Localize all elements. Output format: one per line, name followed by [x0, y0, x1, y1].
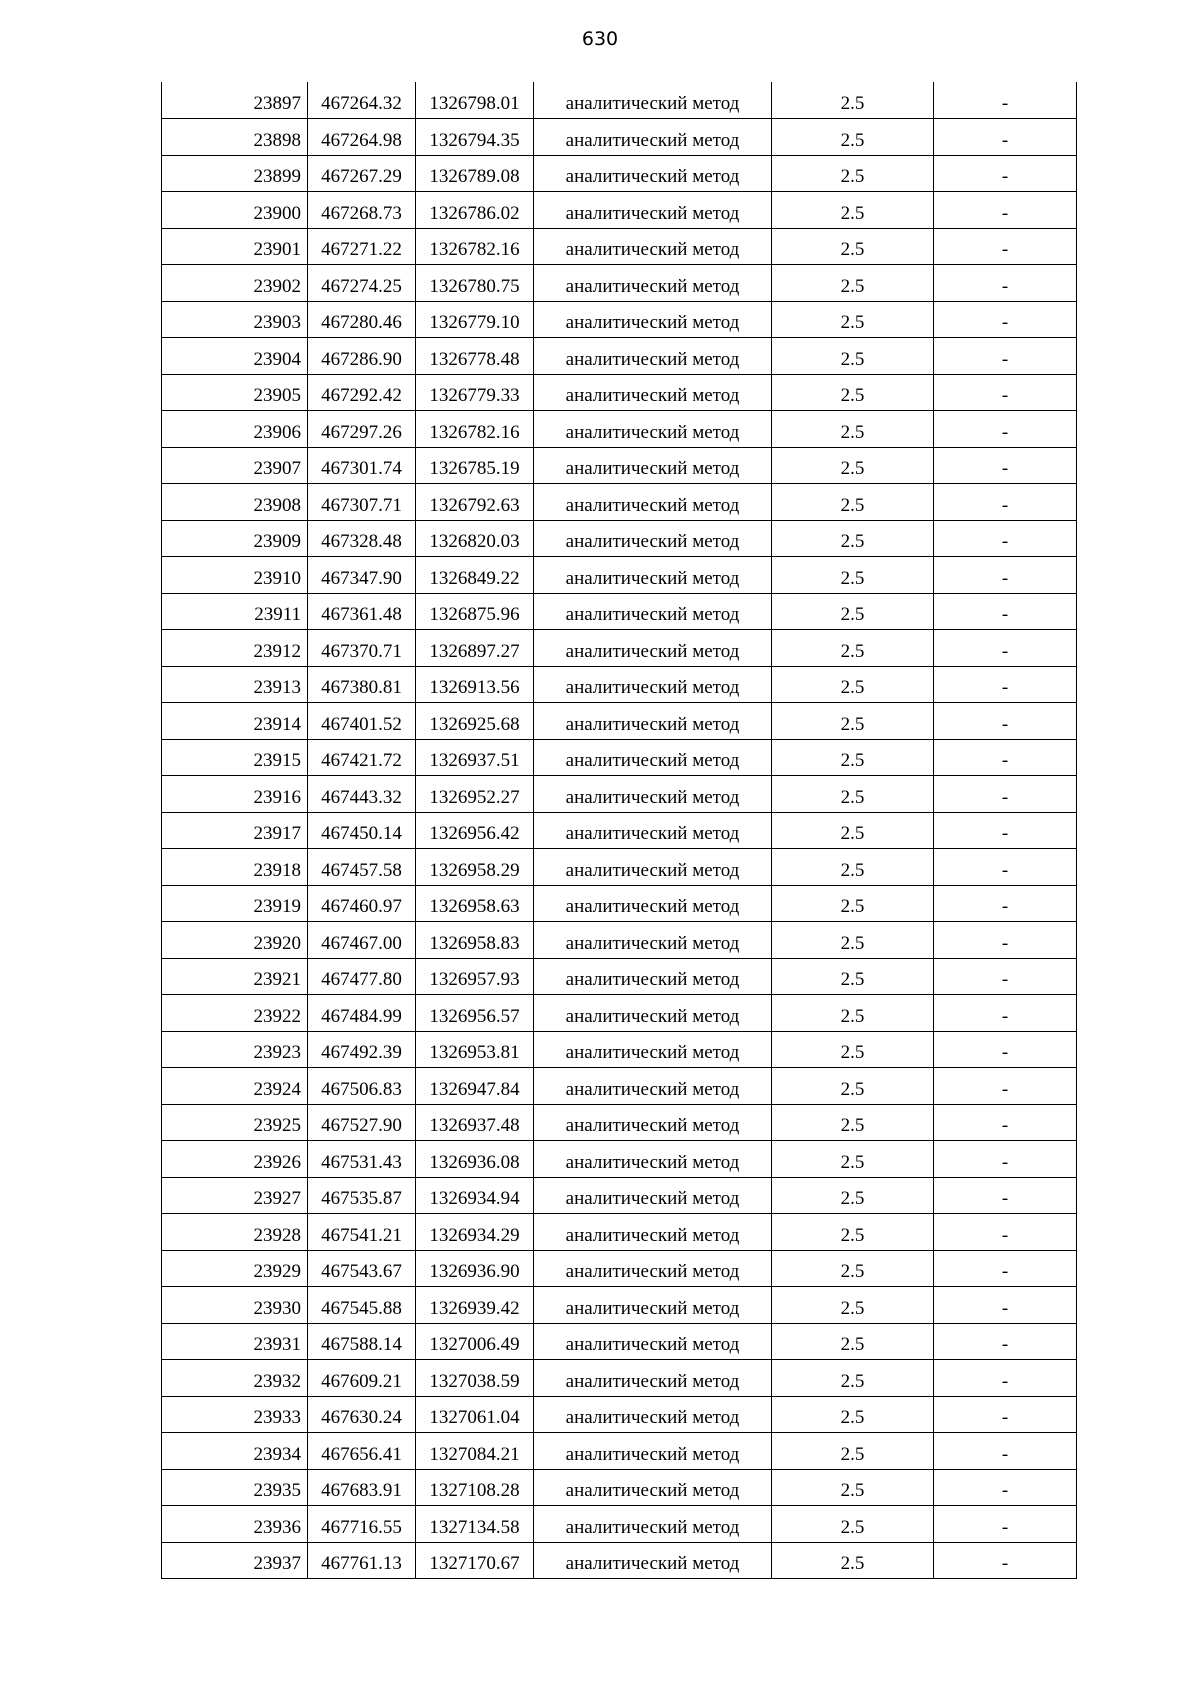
y-coordinate-cell: 1326782.16	[416, 228, 534, 265]
method-cell: аналитический метод	[534, 82, 772, 119]
note-cell: -	[934, 192, 1077, 229]
method-cell: аналитический метод	[534, 1104, 772, 1141]
method-cell: аналитический метод	[534, 1141, 772, 1178]
accuracy-cell: 2.5	[772, 447, 934, 484]
table-row	[162, 192, 1077, 229]
table-row	[162, 1396, 1077, 1433]
accuracy-cell: 2.5	[772, 374, 934, 411]
method-cell: аналитический метод	[534, 995, 772, 1032]
accuracy-cell: 2.5	[772, 192, 934, 229]
note-cell: -	[934, 301, 1077, 338]
x-coordinate-cell: 467492.39	[308, 1031, 416, 1068]
table-row	[162, 119, 1077, 156]
method-cell: аналитический метод	[534, 1177, 772, 1214]
point-number-cell: 23925	[162, 1104, 308, 1141]
method-cell: аналитический метод	[534, 1396, 772, 1433]
table-row	[162, 1433, 1077, 1470]
point-number-cell: 23898	[162, 119, 308, 156]
accuracy-cell: 2.5	[772, 1141, 934, 1178]
point-number-cell: 23917	[162, 812, 308, 849]
y-coordinate-cell: 1326958.63	[416, 885, 534, 922]
accuracy-cell: 2.5	[772, 411, 934, 448]
accuracy-cell: 2.5	[772, 557, 934, 594]
method-cell: аналитический метод	[534, 265, 772, 302]
method-cell: аналитический метод	[534, 557, 772, 594]
table-row	[162, 484, 1077, 521]
x-coordinate-cell: 467328.48	[308, 520, 416, 557]
note-cell: -	[934, 1141, 1077, 1178]
note-cell: -	[934, 1068, 1077, 1105]
note-cell: -	[934, 1396, 1077, 1433]
y-coordinate-cell: 1326947.84	[416, 1068, 534, 1105]
note-cell: -	[934, 155, 1077, 192]
x-coordinate-cell: 467264.98	[308, 119, 416, 156]
method-cell: аналитический метод	[534, 1433, 772, 1470]
x-coordinate-cell: 467467.00	[308, 922, 416, 959]
point-number-cell: 23927	[162, 1177, 308, 1214]
point-number-cell: 23900	[162, 192, 308, 229]
x-coordinate-cell: 467301.74	[308, 447, 416, 484]
point-number-cell: 23931	[162, 1323, 308, 1360]
note-cell: -	[934, 520, 1077, 557]
table-row	[162, 995, 1077, 1032]
table-row	[162, 1214, 1077, 1251]
y-coordinate-cell: 1326820.03	[416, 520, 534, 557]
method-cell: аналитический метод	[534, 119, 772, 156]
note-cell: -	[934, 630, 1077, 667]
x-coordinate-cell: 467297.26	[308, 411, 416, 448]
table-row	[162, 885, 1077, 922]
table-row	[162, 557, 1077, 594]
point-number-cell: 23915	[162, 739, 308, 776]
x-coordinate-cell: 467292.42	[308, 374, 416, 411]
accuracy-cell: 2.5	[772, 812, 934, 849]
point-number-cell: 23932	[162, 1360, 308, 1397]
point-number-cell: 23910	[162, 557, 308, 594]
x-coordinate-cell: 467443.32	[308, 776, 416, 813]
table-row	[162, 739, 1077, 776]
point-number-cell: 23928	[162, 1214, 308, 1251]
point-number-cell: 23930	[162, 1287, 308, 1324]
point-number-cell: 23912	[162, 630, 308, 667]
note-cell: -	[934, 739, 1077, 776]
accuracy-cell: 2.5	[772, 520, 934, 557]
x-coordinate-cell: 467545.88	[308, 1287, 416, 1324]
note-cell: -	[934, 703, 1077, 740]
x-coordinate-cell: 467630.24	[308, 1396, 416, 1433]
table-row	[162, 411, 1077, 448]
y-coordinate-cell: 1326925.68	[416, 703, 534, 740]
note-cell: -	[934, 1177, 1077, 1214]
x-coordinate-cell: 467535.87	[308, 1177, 416, 1214]
method-cell: аналитический метод	[534, 593, 772, 630]
point-number-cell: 23921	[162, 958, 308, 995]
x-coordinate-cell: 467307.71	[308, 484, 416, 521]
note-cell: -	[934, 1433, 1077, 1470]
method-cell: аналитический метод	[534, 228, 772, 265]
method-cell: аналитический метод	[534, 484, 772, 521]
note-cell: -	[934, 1542, 1077, 1579]
point-number-cell: 23913	[162, 666, 308, 703]
table-row	[162, 630, 1077, 667]
y-coordinate-cell: 1326779.10	[416, 301, 534, 338]
x-coordinate-cell: 467541.21	[308, 1214, 416, 1251]
table-row	[162, 1287, 1077, 1324]
y-coordinate-cell: 1327061.04	[416, 1396, 534, 1433]
x-coordinate-cell: 467267.29	[308, 155, 416, 192]
x-coordinate-cell: 467401.52	[308, 703, 416, 740]
table-row	[162, 1141, 1077, 1178]
note-cell: -	[934, 1360, 1077, 1397]
accuracy-cell: 2.5	[772, 338, 934, 375]
note-cell: -	[934, 447, 1077, 484]
y-coordinate-cell: 1326952.27	[416, 776, 534, 813]
note-cell: -	[934, 82, 1077, 119]
accuracy-cell: 2.5	[772, 1068, 934, 1105]
y-coordinate-cell: 1326794.35	[416, 119, 534, 156]
note-cell: -	[934, 557, 1077, 594]
note-cell: -	[934, 119, 1077, 156]
note-cell: -	[934, 338, 1077, 375]
point-number-cell: 23916	[162, 776, 308, 813]
method-cell: аналитический метод	[534, 739, 772, 776]
accuracy-cell: 2.5	[772, 228, 934, 265]
x-coordinate-cell: 467268.73	[308, 192, 416, 229]
method-cell: аналитический метод	[534, 1214, 772, 1251]
x-coordinate-cell: 467274.25	[308, 265, 416, 302]
y-coordinate-cell: 1326782.16	[416, 411, 534, 448]
y-coordinate-cell: 1326786.02	[416, 192, 534, 229]
point-number-cell: 23909	[162, 520, 308, 557]
y-coordinate-cell: 1327038.59	[416, 1360, 534, 1397]
point-number-cell: 23926	[162, 1141, 308, 1178]
point-number-cell: 23907	[162, 447, 308, 484]
point-number-cell: 23904	[162, 338, 308, 375]
point-number-cell: 23908	[162, 484, 308, 521]
point-number-cell: 23922	[162, 995, 308, 1032]
y-coordinate-cell: 1326934.29	[416, 1214, 534, 1251]
method-cell: аналитический метод	[534, 1469, 772, 1506]
point-number-cell: 23934	[162, 1433, 308, 1470]
note-cell: -	[934, 849, 1077, 886]
x-coordinate-cell: 467361.48	[308, 593, 416, 630]
accuracy-cell: 2.5	[772, 666, 934, 703]
accuracy-cell: 2.5	[772, 265, 934, 302]
y-coordinate-cell: 1326939.42	[416, 1287, 534, 1324]
method-cell: аналитический метод	[534, 301, 772, 338]
accuracy-cell: 2.5	[772, 593, 934, 630]
note-cell: -	[934, 812, 1077, 849]
y-coordinate-cell: 1327006.49	[416, 1323, 534, 1360]
accuracy-cell: 2.5	[772, 922, 934, 959]
table-row	[162, 228, 1077, 265]
accuracy-cell: 2.5	[772, 849, 934, 886]
method-cell: аналитический метод	[534, 338, 772, 375]
x-coordinate-cell: 467716.55	[308, 1506, 416, 1543]
table-row	[162, 1250, 1077, 1287]
x-coordinate-cell: 467683.91	[308, 1469, 416, 1506]
note-cell: -	[934, 411, 1077, 448]
x-coordinate-cell: 467477.80	[308, 958, 416, 995]
y-coordinate-cell: 1326934.94	[416, 1177, 534, 1214]
point-number-cell: 23933	[162, 1396, 308, 1433]
accuracy-cell: 2.5	[772, 776, 934, 813]
accuracy-cell: 2.5	[772, 1506, 934, 1543]
accuracy-cell: 2.5	[772, 1542, 934, 1579]
note-cell: -	[934, 958, 1077, 995]
x-coordinate-cell: 467370.71	[308, 630, 416, 667]
method-cell: аналитический метод	[534, 1287, 772, 1324]
y-coordinate-cell: 1326958.29	[416, 849, 534, 886]
table-row	[162, 1177, 1077, 1214]
method-cell: аналитический метод	[534, 1323, 772, 1360]
x-coordinate-cell: 467527.90	[308, 1104, 416, 1141]
x-coordinate-cell: 467506.83	[308, 1068, 416, 1105]
y-coordinate-cell: 1326936.08	[416, 1141, 534, 1178]
note-cell: -	[934, 1214, 1077, 1251]
method-cell: аналитический метод	[534, 630, 772, 667]
note-cell: -	[934, 776, 1077, 813]
point-number-cell: 23920	[162, 922, 308, 959]
table-row	[162, 666, 1077, 703]
x-coordinate-cell: 467421.72	[308, 739, 416, 776]
x-coordinate-cell: 467280.46	[308, 301, 416, 338]
point-number-cell: 23901	[162, 228, 308, 265]
table-row	[162, 155, 1077, 192]
note-cell: -	[934, 666, 1077, 703]
accuracy-cell: 2.5	[772, 703, 934, 740]
method-cell: аналитический метод	[534, 812, 772, 849]
note-cell: -	[934, 1506, 1077, 1543]
method-cell: аналитический метод	[534, 447, 772, 484]
method-cell: аналитический метод	[534, 666, 772, 703]
y-coordinate-cell: 1326956.42	[416, 812, 534, 849]
method-cell: аналитический метод	[534, 411, 772, 448]
x-coordinate-cell: 467380.81	[308, 666, 416, 703]
y-coordinate-cell: 1326849.22	[416, 557, 534, 594]
accuracy-cell: 2.5	[772, 1469, 934, 1506]
x-coordinate-cell: 467761.13	[308, 1542, 416, 1579]
method-cell: аналитический метод	[534, 1068, 772, 1105]
point-number-cell: 23903	[162, 301, 308, 338]
table-row	[162, 1542, 1077, 1579]
y-coordinate-cell: 1326936.90	[416, 1250, 534, 1287]
accuracy-cell: 2.5	[772, 484, 934, 521]
point-number-cell: 23936	[162, 1506, 308, 1543]
method-cell: аналитический метод	[534, 849, 772, 886]
table-row	[162, 1031, 1077, 1068]
accuracy-cell: 2.5	[772, 1177, 934, 1214]
point-number-cell: 23919	[162, 885, 308, 922]
table-row	[162, 338, 1077, 375]
table-row	[162, 958, 1077, 995]
method-cell: аналитический метод	[534, 1031, 772, 1068]
accuracy-cell: 2.5	[772, 155, 934, 192]
point-number-cell: 23905	[162, 374, 308, 411]
accuracy-cell: 2.5	[772, 1287, 934, 1324]
table-row	[162, 849, 1077, 886]
table-row	[162, 776, 1077, 813]
y-coordinate-cell: 1326958.83	[416, 922, 534, 959]
note-cell: -	[934, 1031, 1077, 1068]
accuracy-cell: 2.5	[772, 119, 934, 156]
accuracy-cell: 2.5	[772, 1104, 934, 1141]
accuracy-cell: 2.5	[772, 1031, 934, 1068]
x-coordinate-cell: 467264.32	[308, 82, 416, 119]
table-row	[162, 447, 1077, 484]
accuracy-cell: 2.5	[772, 885, 934, 922]
accuracy-cell: 2.5	[772, 1360, 934, 1397]
method-cell: аналитический метод	[534, 520, 772, 557]
point-number-cell: 23914	[162, 703, 308, 740]
table-row	[162, 1469, 1077, 1506]
accuracy-cell: 2.5	[772, 958, 934, 995]
y-coordinate-cell: 1327170.67	[416, 1542, 534, 1579]
x-coordinate-cell: 467609.21	[308, 1360, 416, 1397]
point-number-cell: 23906	[162, 411, 308, 448]
y-coordinate-cell: 1326956.57	[416, 995, 534, 1032]
x-coordinate-cell: 467484.99	[308, 995, 416, 1032]
point-number-cell: 23897	[162, 82, 308, 119]
table-body	[162, 82, 1077, 1579]
note-cell: -	[934, 593, 1077, 630]
y-coordinate-cell: 1326937.51	[416, 739, 534, 776]
y-coordinate-cell: 1327084.21	[416, 1433, 534, 1470]
x-coordinate-cell: 467271.22	[308, 228, 416, 265]
y-coordinate-cell: 1326897.27	[416, 630, 534, 667]
table-row	[162, 301, 1077, 338]
y-coordinate-cell: 1326937.48	[416, 1104, 534, 1141]
y-coordinate-cell: 1327134.58	[416, 1506, 534, 1543]
method-cell: аналитический метод	[534, 922, 772, 959]
method-cell: аналитический метод	[534, 1360, 772, 1397]
y-coordinate-cell: 1326779.33	[416, 374, 534, 411]
table-row	[162, 703, 1077, 740]
x-coordinate-cell: 467543.67	[308, 1250, 416, 1287]
accuracy-cell: 2.5	[772, 995, 934, 1032]
y-coordinate-cell: 1326798.01	[416, 82, 534, 119]
accuracy-cell: 2.5	[772, 1433, 934, 1470]
point-number-cell: 23899	[162, 155, 308, 192]
method-cell: аналитический метод	[534, 776, 772, 813]
accuracy-cell: 2.5	[772, 1214, 934, 1251]
table-row	[162, 1068, 1077, 1105]
method-cell: аналитический метод	[534, 885, 772, 922]
method-cell: аналитический метод	[534, 1506, 772, 1543]
y-coordinate-cell: 1327108.28	[416, 1469, 534, 1506]
point-number-cell: 23923	[162, 1031, 308, 1068]
y-coordinate-cell: 1326875.96	[416, 593, 534, 630]
accuracy-cell: 2.5	[772, 1250, 934, 1287]
x-coordinate-cell: 467460.97	[308, 885, 416, 922]
point-number-cell: 23924	[162, 1068, 308, 1105]
note-cell: -	[934, 995, 1077, 1032]
x-coordinate-cell: 467347.90	[308, 557, 416, 594]
x-coordinate-cell: 467588.14	[308, 1323, 416, 1360]
method-cell: аналитический метод	[534, 374, 772, 411]
accuracy-cell: 2.5	[772, 739, 934, 776]
point-number-cell: 23935	[162, 1469, 308, 1506]
point-number-cell: 23918	[162, 849, 308, 886]
point-number-cell: 23902	[162, 265, 308, 302]
point-number-cell: 23929	[162, 1250, 308, 1287]
page-number: 630	[581, 28, 619, 50]
table-row	[162, 593, 1077, 630]
accuracy-cell: 2.5	[772, 82, 934, 119]
y-coordinate-cell: 1326780.75	[416, 265, 534, 302]
y-coordinate-cell: 1326785.19	[416, 447, 534, 484]
coordinates-table	[161, 82, 1077, 1579]
method-cell: аналитический метод	[534, 1250, 772, 1287]
method-cell: аналитический метод	[534, 703, 772, 740]
accuracy-cell: 2.5	[772, 1396, 934, 1433]
accuracy-cell: 2.5	[772, 301, 934, 338]
note-cell: -	[934, 1250, 1077, 1287]
method-cell: аналитический метод	[534, 958, 772, 995]
table-row	[162, 374, 1077, 411]
table-row	[162, 82, 1077, 119]
y-coordinate-cell: 1326953.81	[416, 1031, 534, 1068]
note-cell: -	[934, 374, 1077, 411]
note-cell: -	[934, 228, 1077, 265]
note-cell: -	[934, 885, 1077, 922]
method-cell: аналитический метод	[534, 192, 772, 229]
table-row	[162, 922, 1077, 959]
y-coordinate-cell: 1326778.48	[416, 338, 534, 375]
accuracy-cell: 2.5	[772, 630, 934, 667]
accuracy-cell: 2.5	[772, 1323, 934, 1360]
x-coordinate-cell: 467656.41	[308, 1433, 416, 1470]
table-row	[162, 812, 1077, 849]
method-cell: аналитический метод	[534, 155, 772, 192]
x-coordinate-cell: 467531.43	[308, 1141, 416, 1178]
x-coordinate-cell: 467286.90	[308, 338, 416, 375]
table-row	[162, 1506, 1077, 1543]
point-number-cell: 23937	[162, 1542, 308, 1579]
table-row	[162, 265, 1077, 302]
note-cell: -	[934, 1104, 1077, 1141]
x-coordinate-cell: 467457.58	[308, 849, 416, 886]
point-number-cell: 23911	[162, 593, 308, 630]
y-coordinate-cell: 1326913.56	[416, 666, 534, 703]
table-row	[162, 1323, 1077, 1360]
y-coordinate-cell: 1326792.63	[416, 484, 534, 521]
note-cell: -	[934, 265, 1077, 302]
y-coordinate-cell: 1326789.08	[416, 155, 534, 192]
note-cell: -	[934, 1287, 1077, 1324]
table-row	[162, 1104, 1077, 1141]
note-cell: -	[934, 1469, 1077, 1506]
note-cell: -	[934, 1323, 1077, 1360]
y-coordinate-cell: 1326957.93	[416, 958, 534, 995]
table-row	[162, 1360, 1077, 1397]
note-cell: -	[934, 922, 1077, 959]
x-coordinate-cell: 467450.14	[308, 812, 416, 849]
note-cell: -	[934, 484, 1077, 521]
table-row	[162, 520, 1077, 557]
method-cell: аналитический метод	[534, 1542, 772, 1579]
